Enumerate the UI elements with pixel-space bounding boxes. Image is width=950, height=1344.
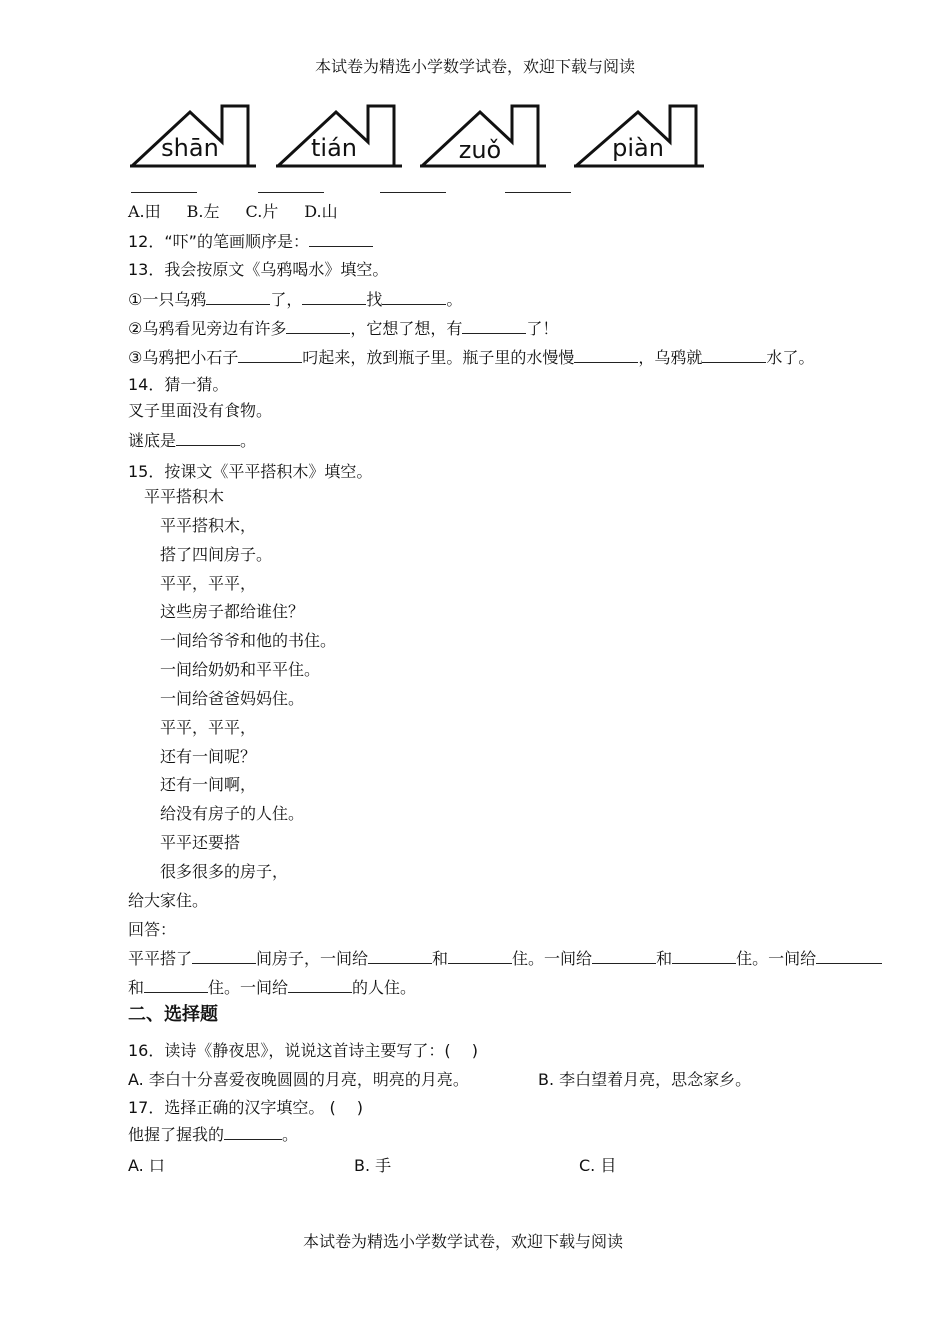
q13-line2: ②乌鸦看见旁边有许多 ，它想了想，有 了！ <box>128 319 559 338</box>
q14-riddle: 叉子里面没有食物。 <box>128 401 273 420</box>
q16-title: 16．读诗《静夜思》，说说这首诗主要写了：( ) <box>128 1041 478 1060</box>
page-header: 本试卷为精选小学数学试卷，欢迎下载与阅读 <box>314 57 635 76</box>
house-zuo <box>420 104 548 170</box>
answer-label: 回答： <box>128 920 177 939</box>
q17-option-c[interactable]: C. 目 <box>579 1156 617 1175</box>
section-heading: 二、选择题 <box>128 1004 218 1025</box>
answer-line[interactable] <box>258 192 324 193</box>
poem-title: 平平搭积木 <box>144 487 225 506</box>
poem-line: 给没有房子的人住。 <box>160 804 305 823</box>
poem-line: 一间给爷爷和他的书住。 <box>160 631 337 650</box>
house-tian <box>276 104 404 170</box>
house-pinyin: zuǒ <box>458 136 502 164</box>
answer-blank[interactable] <box>238 347 302 363</box>
house-shan <box>130 104 258 170</box>
option-a[interactable]: A.田 <box>128 202 161 221</box>
option-c[interactable]: C.片 <box>245 202 279 221</box>
poem-last-line: 给大家住。 <box>128 891 209 910</box>
poem-line: 还有一间呢？ <box>160 747 257 766</box>
q11-options <box>128 202 338 222</box>
answer-blank[interactable] <box>302 289 366 305</box>
answer-blank[interactable] <box>224 1124 282 1140</box>
q17-sentence: 他握了握我的 。 <box>128 1125 299 1144</box>
poem-line: 平平，平平， <box>160 718 257 737</box>
q15-answer-line1: 平平搭了 间房子，一间给 和 住。一间给 和 住。一间给 <box>128 948 882 969</box>
q17-title: 17．选择正确的汉字填空。 ( ) <box>128 1098 364 1117</box>
page-footer: 本试卷为精选小学数学试卷，欢迎下载与阅读 <box>302 1232 623 1251</box>
option-b[interactable]: B.左 <box>186 202 220 221</box>
poem-line: 平平还要搭 <box>160 833 241 852</box>
q13-title: 13．我会按原文《乌鸦喝水》填空。 <box>128 260 389 279</box>
question-text: 12．“吓”的笔画顺序是： <box>128 232 309 251</box>
poem-line: 平平搭积木， <box>160 516 257 535</box>
house-pinyin: piàn <box>612 134 664 162</box>
poem-line: 很多很多的房子， <box>160 862 289 881</box>
answer-blank[interactable] <box>448 948 512 964</box>
poem-line: 搭了四间房子。 <box>160 545 273 564</box>
answer-line[interactable] <box>380 192 446 193</box>
q13-line3: ③乌鸦把小石子 叼起来，放到瓶子里。瓶子里的水慢慢 ，乌鸦就 水了。 <box>128 348 815 367</box>
poem-line: 一间给爸爸妈妈住。 <box>160 689 305 708</box>
answer-blank[interactable] <box>286 318 350 334</box>
poem-line: 还有一间啊， <box>160 775 257 794</box>
poem-line: 这些房子都给谁住？ <box>160 602 305 621</box>
q17-option-a[interactable]: A. 口 <box>128 1156 165 1175</box>
house-pinyin: tián <box>311 134 357 162</box>
answer-blank[interactable] <box>309 231 373 247</box>
q16-option-a[interactable]: A. 李白十分喜爱夜晚圆圆的月亮，明亮的月亮。 <box>128 1070 469 1089</box>
q15-answer-line2: 和 住。一间给 的人住。 <box>128 978 417 997</box>
answer-blank[interactable] <box>288 977 352 993</box>
answer-blank[interactable] <box>462 318 526 334</box>
poem-line: 一间给奶奶和平平住。 <box>160 660 321 679</box>
answer-line[interactable] <box>131 192 197 193</box>
answer-blank[interactable] <box>206 289 270 305</box>
q17-option-b[interactable]: B. 手 <box>354 1156 392 1175</box>
q14-answer: 谜底是 。 <box>128 431 257 450</box>
answer-blank[interactable] <box>368 948 432 964</box>
option-d[interactable]: D.山 <box>304 202 338 221</box>
house-pinyin: shān <box>161 134 219 162</box>
q16-option-b[interactable]: B. 李白望着月亮，思念家乡。 <box>538 1070 752 1089</box>
q14-title: 14．猜一猜。 <box>128 375 229 394</box>
answer-blank[interactable] <box>816 948 882 964</box>
q13-line1: ①一只乌鸦 了， 找 。 <box>128 290 463 309</box>
answer-blank[interactable] <box>574 347 638 363</box>
poem-line: 平平，平平， <box>160 574 257 593</box>
answer-blank[interactable] <box>192 948 256 964</box>
answer-line[interactable] <box>505 192 571 193</box>
answer-blank[interactable] <box>702 347 766 363</box>
answer-blank[interactable] <box>382 289 446 305</box>
q15-title: 15．按课文《平平搭积木》填空。 <box>128 462 373 481</box>
answer-blank[interactable] <box>592 948 656 964</box>
answer-blank[interactable] <box>144 977 208 993</box>
q12 <box>128 231 373 252</box>
answer-blank[interactable] <box>672 948 736 964</box>
answer-blank[interactable] <box>176 430 240 446</box>
house-pian <box>574 104 706 170</box>
